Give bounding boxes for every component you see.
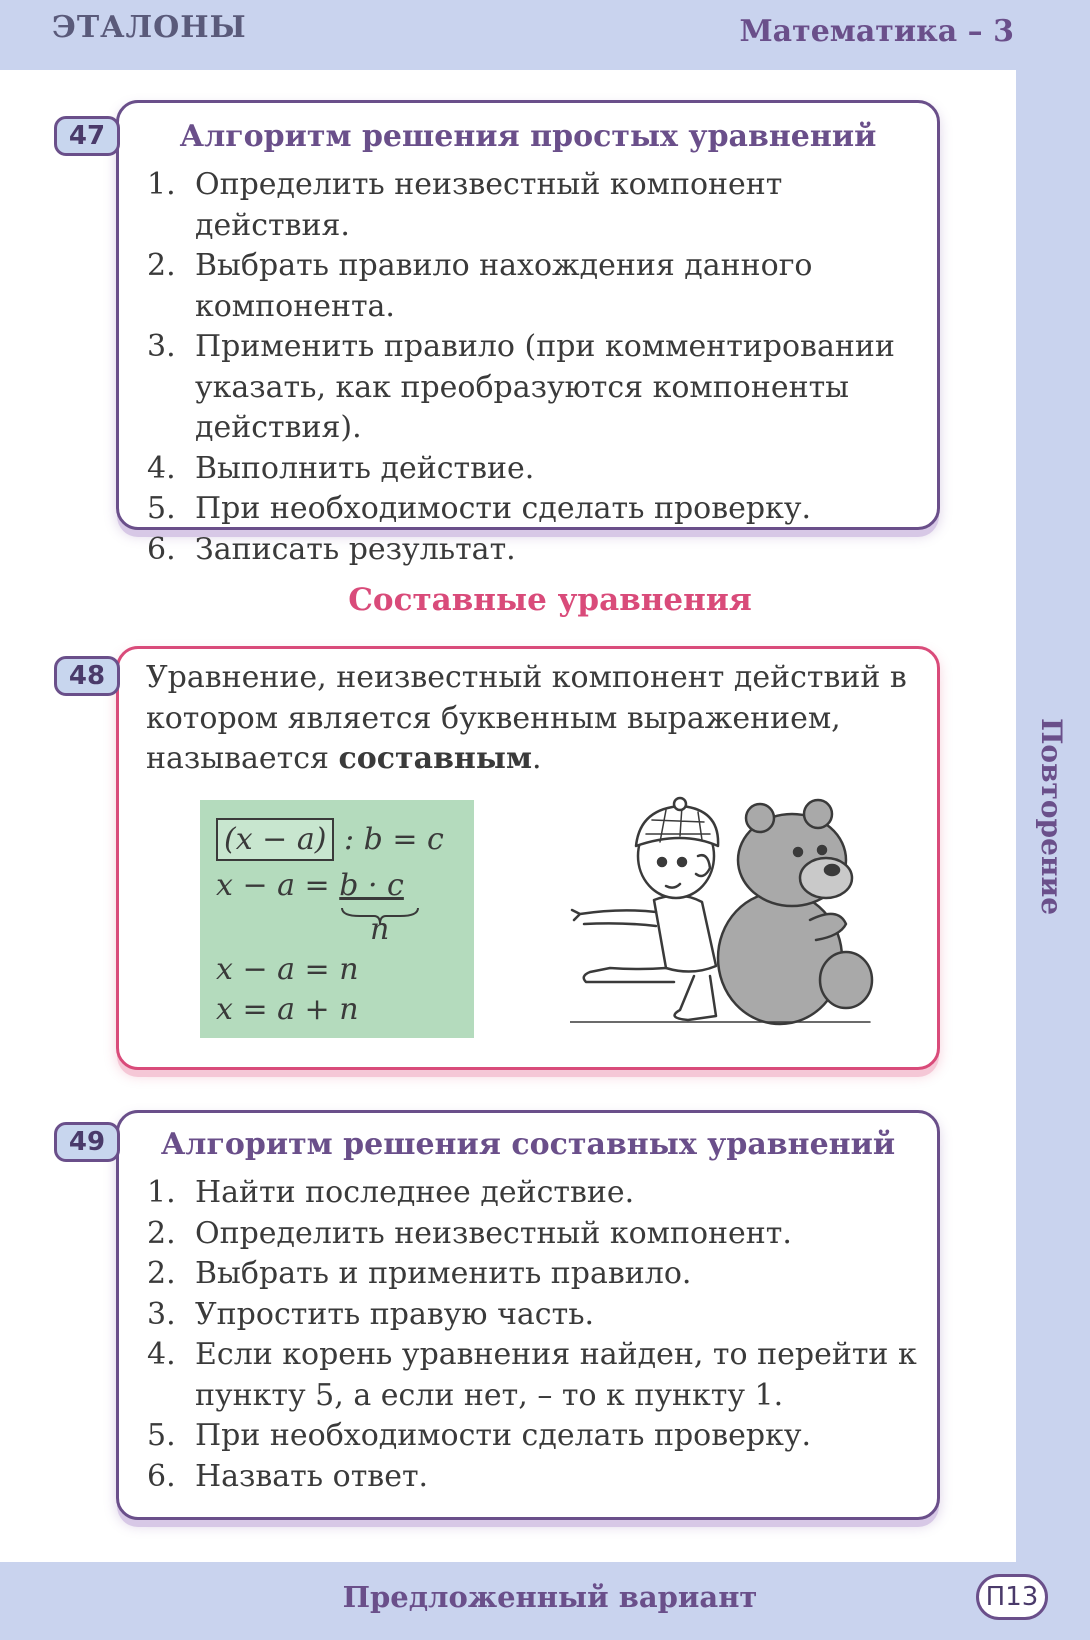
- definition-term: составным: [338, 741, 533, 776]
- list-item: 5. При необходимости сделать проверку.: [147, 1418, 812, 1453]
- card-49-title: Алгоритм решения составных уравнений: [160, 1127, 896, 1162]
- card-47-steps: [147, 165, 927, 570]
- list-item: 1. Найти последнее действие.: [147, 1175, 635, 1210]
- list-item: 2. Выбрать правило нахождения данного компонента.: [147, 248, 813, 324]
- card-47: [116, 100, 940, 567]
- list-item: 4. Если корень уравнения найден, то перейти к пункту 5, а если нет, – то к пункту 1.: [147, 1337, 917, 1413]
- card-47-title: Алгоритм решения простых уравнений: [179, 119, 877, 154]
- card-49-steps: [147, 1173, 927, 1497]
- formula-underbrace-term: b · c: [339, 868, 404, 903]
- list-item: 3. Упростить правую часть.: [147, 1296, 595, 1332]
- list-item: 5. При необходимости сделать проверку.: [147, 491, 812, 526]
- list-item: 3. Применить правило (при комментировании указать, как преобразуются компоненты действия).: [147, 329, 895, 445]
- card-49: [116, 1110, 940, 1520]
- formula-line-3: x − a = n: [216, 952, 359, 987]
- list-item: 4. Выполнить действие.: [147, 450, 535, 486]
- formula-line-1: (x − a) : b = c: [216, 818, 444, 861]
- card-48-definition: Уравнение, неизвестный компонент действий в котором является буквенным выражением, называется составным.: [146, 660, 907, 776]
- formula-underbrace-label: n: [370, 912, 390, 947]
- list-item: 2. Определить неизвестный компонент.: [147, 1215, 792, 1251]
- footer-caption: Предложенный вариант: [342, 1580, 758, 1614]
- header-band: [0, 0, 1090, 64]
- header-series-title: ЭТАЛОНЫ: [52, 10, 247, 45]
- formula-line-2: x − a = b · c: [216, 868, 404, 903]
- side-section-label: [1022, 716, 1082, 916]
- page-number: П13: [976, 1574, 1048, 1620]
- card-48-badge: 48: [54, 656, 120, 696]
- side-section-label-text: Повторение: [1035, 717, 1069, 915]
- list-item: 6. Назвать ответ.: [147, 1458, 429, 1494]
- boy-and-bear-illustration: [570, 790, 890, 1030]
- list-item: 1. Определить неизвестный компонент действия.: [147, 167, 783, 243]
- formula-boxed-term: (x − a): [216, 818, 334, 861]
- formula-line-4: x = a + n: [216, 992, 359, 1027]
- header-subject-title: Математика – 3: [739, 14, 1014, 49]
- formula-box: [200, 800, 474, 1038]
- list-item: 2. Выбрать и применить правило.: [147, 1256, 692, 1291]
- card-47-badge: 47: [54, 116, 120, 156]
- section-heading: Составные уравнения: [348, 582, 752, 618]
- card-49-badge: 49: [54, 1122, 120, 1162]
- list-item: 6. Записать результат.: [147, 531, 516, 567]
